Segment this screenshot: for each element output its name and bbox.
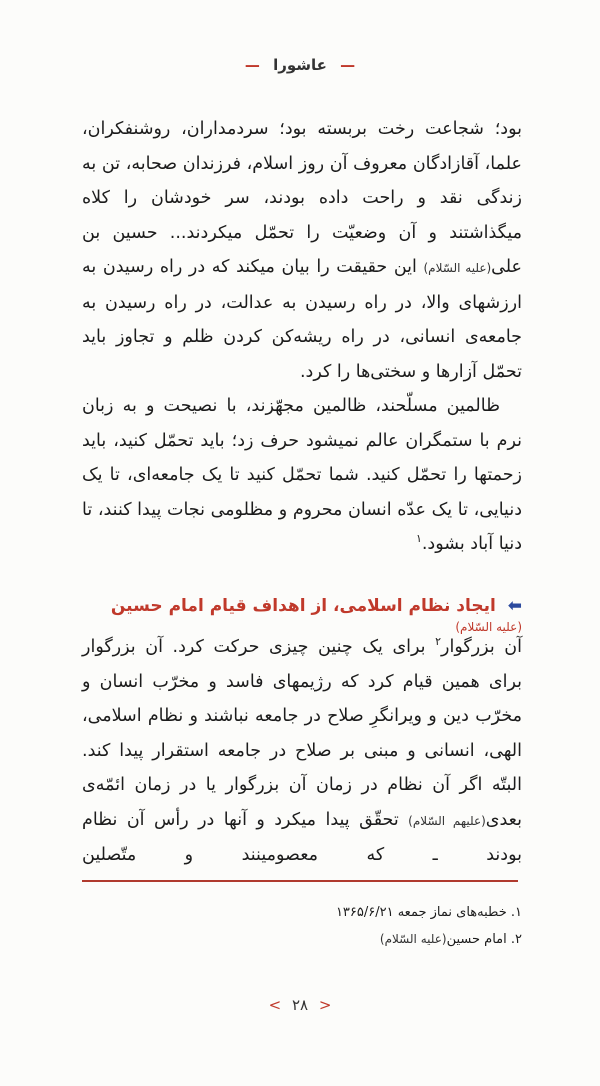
section-title: ایجاد نظام اسلامی، از اهداف قیام امام حسین bbox=[110, 596, 496, 616]
paragraph-2-text: ظالمین مسلّحند، ظالمین مجهّزند، با نصیحت و به زبان نرم با ستمگران عالم نمیشود حرف زد؛ باید تحمّل کنید، باید زحمتها را تحمّل کنید. شما تحمّل کنید تا یک جامعه‌ای، تا یک دنیایی، تا یک عدّه انسان محروم و مظلومی نجات پیدا کنند، تا دنیا آباد بشود. bbox=[82, 396, 522, 554]
paragraph-2 bbox=[82, 389, 522, 562]
header-dash-right: — bbox=[340, 56, 356, 74]
footnote-ref-1[interactable]: ۱ bbox=[415, 532, 422, 546]
chevron-left-icon: < bbox=[268, 996, 282, 1014]
page-number bbox=[0, 996, 600, 1014]
section-text-part-1: برای یک چنین چیزی حرکت کرد. آن بزرگوار برای همین قیام کرد که رژیمهای فاسد و مخرّب انسان و مخرّب دین و ویرانگرِ صلاح در جامعه نباشند و نظام اسلامی، الهی، انسانی و مبنی بر صلاح در جامعه استقرار پیدا کند. البتّه اگر آن نظام در زمان آن بزرگوار یا در زمان ائمّه‌ی بعدی bbox=[82, 637, 522, 830]
chevron-right-icon: > bbox=[318, 996, 332, 1014]
paragraph-1-text: بود؛ شجاعت رخت بربسته بود؛ سردمداران، روشنفکران، علما، آقازادگان معروف آن روز اسلام، فرزندان صحابه، تن به زندگی نقد و راحت داده بودند، سر خودشان را کلاه میگذاشتند و آن وضعیّت را تحمّل میکردند... حسین بن علی bbox=[82, 119, 522, 277]
footnote-1-label: ۱. bbox=[510, 905, 522, 920]
section-title-honorific: (علیه السّلام) bbox=[455, 620, 522, 634]
running-title: عاشورا bbox=[273, 56, 327, 74]
footnote-2 bbox=[82, 926, 522, 953]
section-text bbox=[82, 630, 522, 873]
honorific: (علیه السّلام) bbox=[423, 261, 492, 275]
footnote-divider bbox=[82, 880, 518, 882]
section-honorific: (علیهم السّلام) bbox=[408, 813, 486, 828]
footnote-1-text: خطبه‌های نماز جمعه ۱۳۶۵/۶/۲۱ bbox=[335, 905, 507, 920]
page-number-value: ۲۸ bbox=[291, 996, 309, 1014]
footnote-2-label: ۲. bbox=[510, 932, 522, 947]
footnote-2-honorific: (علیه السّلام) bbox=[379, 932, 447, 946]
paragraph-1 bbox=[82, 112, 522, 389]
footnotes bbox=[82, 900, 522, 953]
running-header bbox=[0, 56, 600, 74]
footnote-ref-2[interactable]: ۲ bbox=[435, 635, 442, 649]
header-dash-left: — bbox=[244, 56, 260, 74]
paragraph-1-continuation: این حقیقت را بیان میکند که در راه رسیدن به ارزشهای والا، در راه رسیدن به عدالت، در راه رسیدن به جامعه‌ی انسانی، در راه ریشه‌کن کردن ظلم و تجاوز باید تحمّل آزارها و سختی‌ها را کرد. bbox=[82, 257, 522, 382]
main-text bbox=[82, 112, 522, 562]
footnote-2-text: امام حسین bbox=[446, 932, 507, 947]
section-text-start: آن بزرگوار bbox=[441, 637, 522, 657]
section-text-part-2: تحقّق پیدا میکرد و آنها در رأس آن نظام بودند ـ که معصومینند و متّصلین bbox=[82, 809, 522, 865]
arrow-left-icon: ⬅ bbox=[507, 596, 522, 616]
section-paragraph bbox=[82, 630, 522, 873]
footnote-1 bbox=[82, 900, 522, 926]
